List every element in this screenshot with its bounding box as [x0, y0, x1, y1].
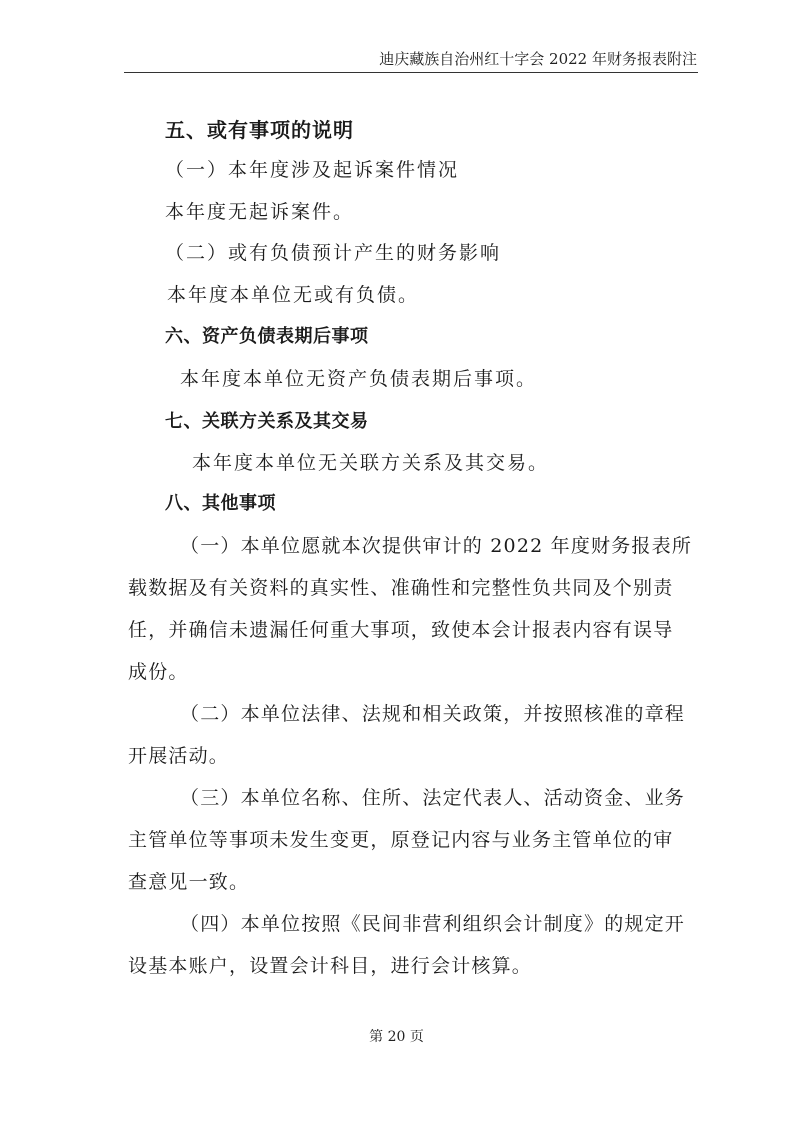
- section-8-heading: 八、其他事项: [165, 493, 276, 514]
- section-8-p3-line-3: 查意见一致。: [128, 871, 250, 893]
- section-8-p3-line-2: 主管单位等事项未发生变更，原登记内容与业务主管单位的审: [128, 829, 674, 851]
- section-5-sub-1-text: 本年度无起诉案件。: [165, 201, 355, 223]
- running-header: 迪庆藏族自治州红十字会 2022 年财务报表附注: [379, 50, 697, 68]
- section-8-p1-line-2: 载数据及有关资料的真实性、准确性和完整性负共同及个别责: [128, 577, 674, 599]
- section-8-p4-line-1: （四）本单位按照《民间非营利组织会计制度》的规定开: [180, 913, 686, 935]
- section-8-p1-line-1: （一）本单位愿就本次提供审计的 2022 年度财务报表所: [180, 535, 693, 557]
- section-8-p2-line-2: 开展活动。: [128, 745, 230, 767]
- section-6-heading: 六、资产负债表期后事项: [165, 326, 369, 347]
- section-7-heading: 七、关联方关系及其交易: [165, 411, 369, 432]
- section-5-sub-2-heading: （二）或有负债预计产生的财务影响: [165, 242, 502, 264]
- page-number: 第 20 页: [369, 1029, 424, 1045]
- section-5-heading: 五、或有事项的说明: [165, 118, 354, 142]
- section-8-p4-line-2: 设基本账户，设置会计科目，进行会计核算。: [128, 955, 533, 977]
- section-5-sub-2-text: 本年度本单位无或有负债。: [167, 284, 420, 306]
- section-7-text: 本年度本单位无关联方关系及其交易。: [192, 452, 550, 474]
- section-8-p1-line-3: 任，并确信未遗漏任何重大事项，致使本会计报表内容有误导: [128, 619, 674, 641]
- section-8-p2-line-1: （二）本单位法律、法规和相关政策，并按照核准的章程: [180, 703, 686, 725]
- section-5-sub-1-heading: （一）本年度涉及起诉案件情况: [165, 159, 460, 181]
- section-6-text: 本年度本单位无资产负债表期后事项。: [180, 368, 538, 390]
- section-8-p1-line-4: 成份。: [128, 661, 189, 683]
- section-8-p3-line-1: （三）本单位名称、住所、法定代表人、活动资金、业务: [180, 787, 686, 809]
- header-rule: [124, 72, 698, 73]
